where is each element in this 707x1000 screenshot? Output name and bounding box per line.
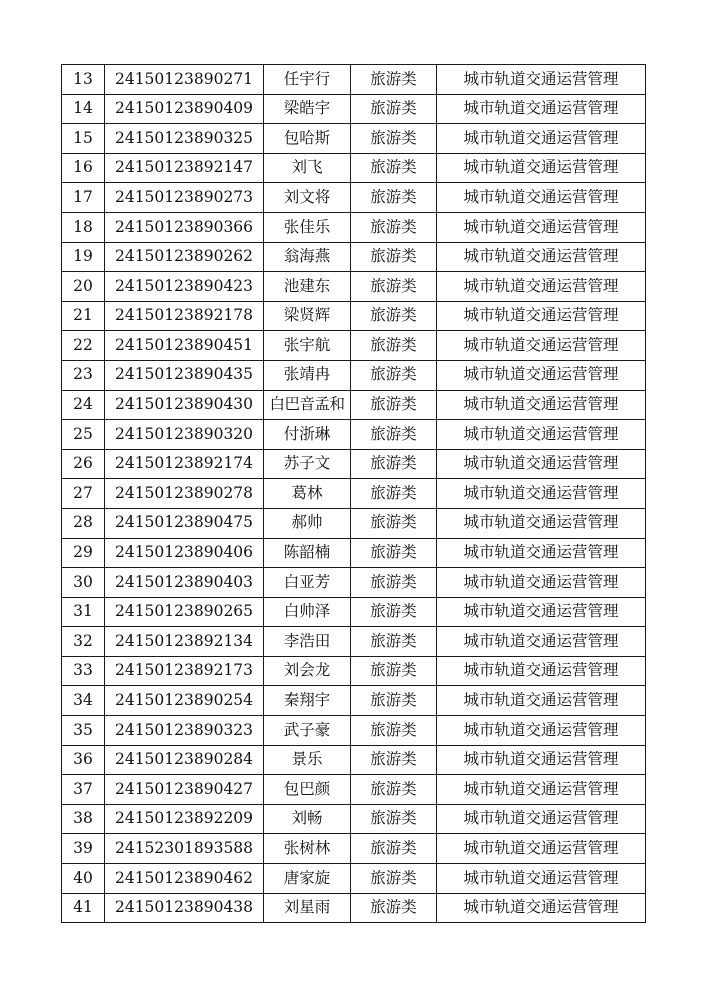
table-row (62, 508, 646, 538)
category-cell: 旅游类 (351, 716, 437, 746)
table-row (62, 65, 646, 95)
student-id-cell: 24150123890430 (105, 390, 264, 420)
category-cell: 旅游类 (351, 449, 437, 479)
major-cell: 城市轨道交通运营管理 (437, 479, 646, 509)
table-row (62, 183, 646, 213)
major-cell: 城市轨道交通运营管理 (437, 893, 646, 923)
major-cell: 城市轨道交通运营管理 (437, 301, 646, 331)
table-row (62, 864, 646, 894)
student-id-cell: 24150123890271 (105, 65, 264, 95)
major-cell: 城市轨道交通运营管理 (437, 331, 646, 361)
table-row (62, 538, 646, 568)
student-name-cell: 武子豪 (264, 716, 351, 746)
student-name-cell: 唐家旋 (264, 864, 351, 894)
major-cell: 城市轨道交通运营管理 (437, 272, 646, 302)
row-index-cell: 30 (62, 568, 105, 598)
row-index-cell: 22 (62, 331, 105, 361)
row-index-cell: 39 (62, 834, 105, 864)
student-id-cell: 24150123890366 (105, 212, 264, 242)
student-name-cell: 张树林 (264, 834, 351, 864)
row-index-cell: 32 (62, 627, 105, 657)
row-index-cell: 38 (62, 804, 105, 834)
table-row (62, 597, 646, 627)
category-cell: 旅游类 (351, 212, 437, 242)
category-cell: 旅游类 (351, 183, 437, 213)
student-id-cell: 24150123890435 (105, 360, 264, 390)
major-cell: 城市轨道交通运营管理 (437, 745, 646, 775)
student-name-cell: 刘畅 (264, 804, 351, 834)
table-row (62, 745, 646, 775)
student-id-cell: 24150123890262 (105, 242, 264, 272)
table-row (62, 627, 646, 657)
row-index-cell: 23 (62, 360, 105, 390)
student-name-cell: 刘会龙 (264, 656, 351, 686)
major-cell: 城市轨道交通运营管理 (437, 597, 646, 627)
major-cell: 城市轨道交通运营管理 (437, 508, 646, 538)
major-cell: 城市轨道交通运营管理 (437, 449, 646, 479)
major-cell: 城市轨道交通运营管理 (437, 153, 646, 183)
student-name-cell: 包巴颜 (264, 775, 351, 805)
category-cell: 旅游类 (351, 686, 437, 716)
student-name-cell: 池建东 (264, 272, 351, 302)
category-cell: 旅游类 (351, 331, 437, 361)
roster-table-body (62, 65, 646, 923)
major-cell: 城市轨道交通运营管理 (437, 390, 646, 420)
major-cell: 城市轨道交通运营管理 (437, 242, 646, 272)
row-index-cell: 27 (62, 479, 105, 509)
student-name-cell: 李浩田 (264, 627, 351, 657)
major-cell: 城市轨道交通运营管理 (437, 834, 646, 864)
row-index-cell: 15 (62, 124, 105, 154)
table-row (62, 301, 646, 331)
major-cell: 城市轨道交通运营管理 (437, 124, 646, 154)
student-id-cell: 24150123890273 (105, 183, 264, 213)
table-row (62, 360, 646, 390)
major-cell: 城市轨道交通运营管理 (437, 94, 646, 124)
student-id-cell: 24150123890254 (105, 686, 264, 716)
student-name-cell: 郝帅 (264, 508, 351, 538)
row-index-cell: 28 (62, 508, 105, 538)
student-name-cell: 梁皓宇 (264, 94, 351, 124)
student-id-cell: 24150123890438 (105, 893, 264, 923)
row-index-cell: 13 (62, 65, 105, 95)
category-cell: 旅游类 (351, 568, 437, 598)
major-cell: 城市轨道交通运营管理 (437, 716, 646, 746)
row-index-cell: 16 (62, 153, 105, 183)
table-row (62, 124, 646, 154)
row-index-cell: 25 (62, 420, 105, 450)
table-row (62, 212, 646, 242)
student-id-cell: 24150123890323 (105, 716, 264, 746)
major-cell: 城市轨道交通运营管理 (437, 538, 646, 568)
table-row (62, 568, 646, 598)
major-cell: 城市轨道交通运营管理 (437, 627, 646, 657)
student-name-cell: 白巴音孟和 (264, 390, 351, 420)
category-cell: 旅游类 (351, 360, 437, 390)
table-row (62, 479, 646, 509)
student-id-cell: 24150123890265 (105, 597, 264, 627)
student-id-cell: 24150123890403 (105, 568, 264, 598)
student-id-cell: 24150123892178 (105, 301, 264, 331)
student-name-cell: 苏子文 (264, 449, 351, 479)
student-name-cell: 景乐 (264, 745, 351, 775)
major-cell: 城市轨道交通运营管理 (437, 864, 646, 894)
table-row (62, 242, 646, 272)
major-cell: 城市轨道交通运营管理 (437, 183, 646, 213)
student-name-cell: 白帅泽 (264, 597, 351, 627)
student-name-cell: 付浙琳 (264, 420, 351, 450)
row-index-cell: 37 (62, 775, 105, 805)
major-cell: 城市轨道交通运营管理 (437, 686, 646, 716)
row-index-cell: 40 (62, 864, 105, 894)
student-name-cell: 张佳乐 (264, 212, 351, 242)
category-cell: 旅游类 (351, 627, 437, 657)
table-row (62, 716, 646, 746)
student-name-cell: 张宇航 (264, 331, 351, 361)
student-name-cell: 张靖冉 (264, 360, 351, 390)
category-cell: 旅游类 (351, 479, 437, 509)
student-name-cell: 秦翔宇 (264, 686, 351, 716)
category-cell: 旅游类 (351, 301, 437, 331)
table-row (62, 686, 646, 716)
student-name-cell: 包哈斯 (264, 124, 351, 154)
category-cell: 旅游类 (351, 153, 437, 183)
row-index-cell: 31 (62, 597, 105, 627)
row-index-cell: 17 (62, 183, 105, 213)
student-id-cell: 24150123890475 (105, 508, 264, 538)
row-index-cell: 18 (62, 212, 105, 242)
row-index-cell: 33 (62, 656, 105, 686)
student-id-cell: 24150123890423 (105, 272, 264, 302)
category-cell: 旅游类 (351, 834, 437, 864)
major-cell: 城市轨道交通运营管理 (437, 804, 646, 834)
student-name-cell: 刘飞 (264, 153, 351, 183)
row-index-cell: 14 (62, 94, 105, 124)
category-cell: 旅游类 (351, 420, 437, 450)
table-row (62, 804, 646, 834)
row-index-cell: 41 (62, 893, 105, 923)
table-row (62, 94, 646, 124)
major-cell: 城市轨道交通运营管理 (437, 775, 646, 805)
table-row (62, 893, 646, 923)
student-name-cell: 梁贤辉 (264, 301, 351, 331)
category-cell: 旅游类 (351, 124, 437, 154)
student-id-cell: 24150123890278 (105, 479, 264, 509)
major-cell: 城市轨道交通运营管理 (437, 360, 646, 390)
table-row (62, 331, 646, 361)
student-name-cell: 任宇行 (264, 65, 351, 95)
row-index-cell: 36 (62, 745, 105, 775)
row-index-cell: 34 (62, 686, 105, 716)
student-id-cell: 24150123892147 (105, 153, 264, 183)
table-row (62, 775, 646, 805)
category-cell: 旅游类 (351, 864, 437, 894)
table-row (62, 272, 646, 302)
row-index-cell: 29 (62, 538, 105, 568)
student-id-cell: 24150123892209 (105, 804, 264, 834)
row-index-cell: 19 (62, 242, 105, 272)
table-row (62, 449, 646, 479)
student-id-cell: 24150123890406 (105, 538, 264, 568)
roster-table (61, 64, 646, 923)
category-cell: 旅游类 (351, 94, 437, 124)
major-cell: 城市轨道交通运营管理 (437, 420, 646, 450)
table-row (62, 834, 646, 864)
category-cell: 旅游类 (351, 775, 437, 805)
student-id-cell: 24150123890320 (105, 420, 264, 450)
category-cell: 旅游类 (351, 242, 437, 272)
row-index-cell: 35 (62, 716, 105, 746)
major-cell: 城市轨道交通运营管理 (437, 212, 646, 242)
table-row (62, 420, 646, 450)
category-cell: 旅游类 (351, 508, 437, 538)
student-id-cell: 24150123890462 (105, 864, 264, 894)
category-cell: 旅游类 (351, 390, 437, 420)
student-name-cell: 葛林 (264, 479, 351, 509)
student-id-cell: 24150123890325 (105, 124, 264, 154)
table-row (62, 656, 646, 686)
major-cell: 城市轨道交通运营管理 (437, 568, 646, 598)
student-name-cell: 刘文将 (264, 183, 351, 213)
student-id-cell: 24150123890451 (105, 331, 264, 361)
category-cell: 旅游类 (351, 538, 437, 568)
student-name-cell: 刘星雨 (264, 893, 351, 923)
student-name-cell: 翁海燕 (264, 242, 351, 272)
category-cell: 旅游类 (351, 272, 437, 302)
major-cell: 城市轨道交通运营管理 (437, 65, 646, 95)
category-cell: 旅游类 (351, 656, 437, 686)
student-id-cell: 24150123890284 (105, 745, 264, 775)
student-name-cell: 白亚芳 (264, 568, 351, 598)
student-id-cell: 24150123892134 (105, 627, 264, 657)
student-id-cell: 24150123892173 (105, 656, 264, 686)
row-index-cell: 24 (62, 390, 105, 420)
student-id-cell: 24150123892174 (105, 449, 264, 479)
student-id-cell: 24150123890409 (105, 94, 264, 124)
row-index-cell: 20 (62, 272, 105, 302)
category-cell: 旅游类 (351, 597, 437, 627)
major-cell: 城市轨道交通运营管理 (437, 656, 646, 686)
row-index-cell: 21 (62, 301, 105, 331)
table-row (62, 153, 646, 183)
category-cell: 旅游类 (351, 745, 437, 775)
student-id-cell: 24152301893588 (105, 834, 264, 864)
table-row (62, 390, 646, 420)
category-cell: 旅游类 (351, 893, 437, 923)
category-cell: 旅游类 (351, 65, 437, 95)
student-name-cell: 陈韶楠 (264, 538, 351, 568)
category-cell: 旅游类 (351, 804, 437, 834)
student-id-cell: 24150123890427 (105, 775, 264, 805)
row-index-cell: 26 (62, 449, 105, 479)
